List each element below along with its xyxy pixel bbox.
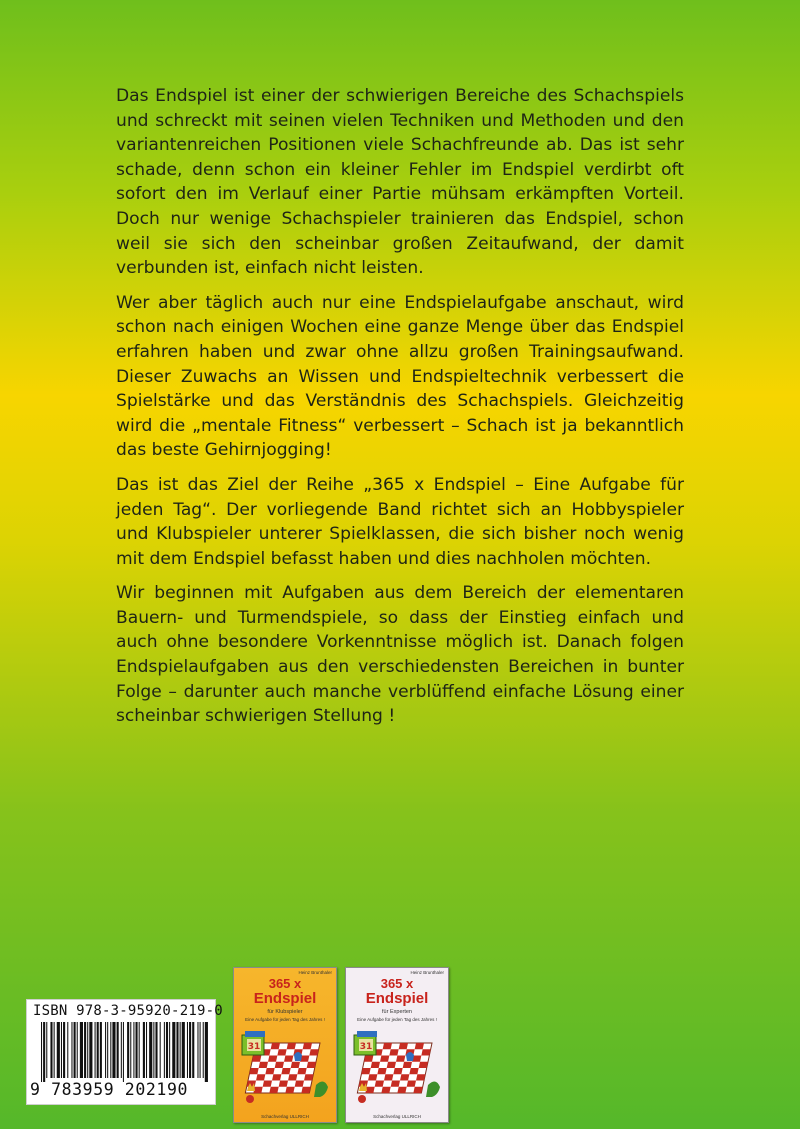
ean-digits: 9 783959 202190 <box>30 1080 189 1099</box>
book-title-line1: 365 x <box>380 976 414 991</box>
book-title-line1: 365 x <box>268 976 302 991</box>
book-tagline: Eine Aufgabe für jeden Tag des Jahres ! <box>245 1017 325 1022</box>
book-cover-experten <box>345 967 449 1123</box>
paragraph-4: Wir beginnen mit Aufgaben aus dem Bereich der elementaren Bauern- und Turmendspiele, so dass der Einstieg einfach und auch ohne besondere Vorkenntnisse möglich ist. Danach folgen Endspielaufgaben aus den verschiedensten Bereichen in bunter Folge – darunter auch manche verblüffend einfache Lösung einer scheinbar schwierigen Stellung ! <box>116 583 684 727</box>
chess-illustration-icon <box>238 1025 332 1109</box>
book-subtitle: für Experten <box>382 1009 412 1015</box>
paragraph-2: Wer aber täglich auch nur eine Endspielaufgabe anschaut, wird schon nach einigen Wochen eine ganze Menge über das Endspiel erfahren haben und zwar ohne allzu großen Trainingsaufwand. Dieser Zuwachs an Wissen und Endspieltechnik verbessert die Spielstärke und das Verständnis des Schachspiels. Gleichzeitig wird die „mentale Fitness“ verbessert – Schach ist ja bekanntlich das beste Gehirnjogging! <box>116 292 684 461</box>
svg-text:31: 31 <box>247 1042 261 1052</box>
isbn-label: ISBN 978-3-95920-219-0 <box>33 1003 223 1019</box>
book-cover-klubspieler <box>233 967 337 1123</box>
isbn-barcode <box>26 999 223 1105</box>
book-tagline: Eine Aufgabe für jeden Tag des Jahres ! <box>357 1017 437 1022</box>
svg-text:31: 31 <box>359 1042 373 1052</box>
blurb-text <box>116 84 684 739</box>
chess-illustration-icon <box>350 1025 444 1109</box>
book-title-line2: Endspiel <box>365 990 429 1007</box>
paragraph-3: Das ist das Ziel der Reihe „365 x Endspiel – Eine Aufgabe für jeden Tag“. Der vorliegende Band richtet sich an Hobbyspieler und Klubspieler unterer Spielklassen, die sich bisher noch wenig mit dem Endspiel befasst haben und dies nachholen möchten. <box>116 474 684 569</box>
barcode-bars-icon <box>41 1022 209 1082</box>
book-title-line2: Endspiel <box>253 990 317 1007</box>
book-publisher: Schachverlag ULLRICH <box>373 1114 421 1119</box>
book-author: Heinz Brunthaler <box>298 970 332 975</box>
book-subtitle: für Klubspieler <box>267 1009 303 1015</box>
paragraph-1: Das Endspiel ist einer der schwierigen Bereiche des Schachspiels und schreckt mit seinen vielen Techniken und Methoden und den variantenreichen Positionen viele Schachfreunde ab. Das ist sehr schade, denn schon ein kleiner Fehler im Endspiel verdirbt oft sofort den im Verlauf einer Partie mühsam erkämpften Vorteil. Doch nur wenige Schachspieler trainieren das Endspiel, schon weil sie sich den scheinbar großen Zeitaufwand, der damit verbunden ist, einfach nicht leisten. <box>116 86 684 279</box>
book-author: Heinz Brunthaler <box>410 970 444 975</box>
book-publisher: Schachverlag ULLRICH <box>261 1114 309 1119</box>
